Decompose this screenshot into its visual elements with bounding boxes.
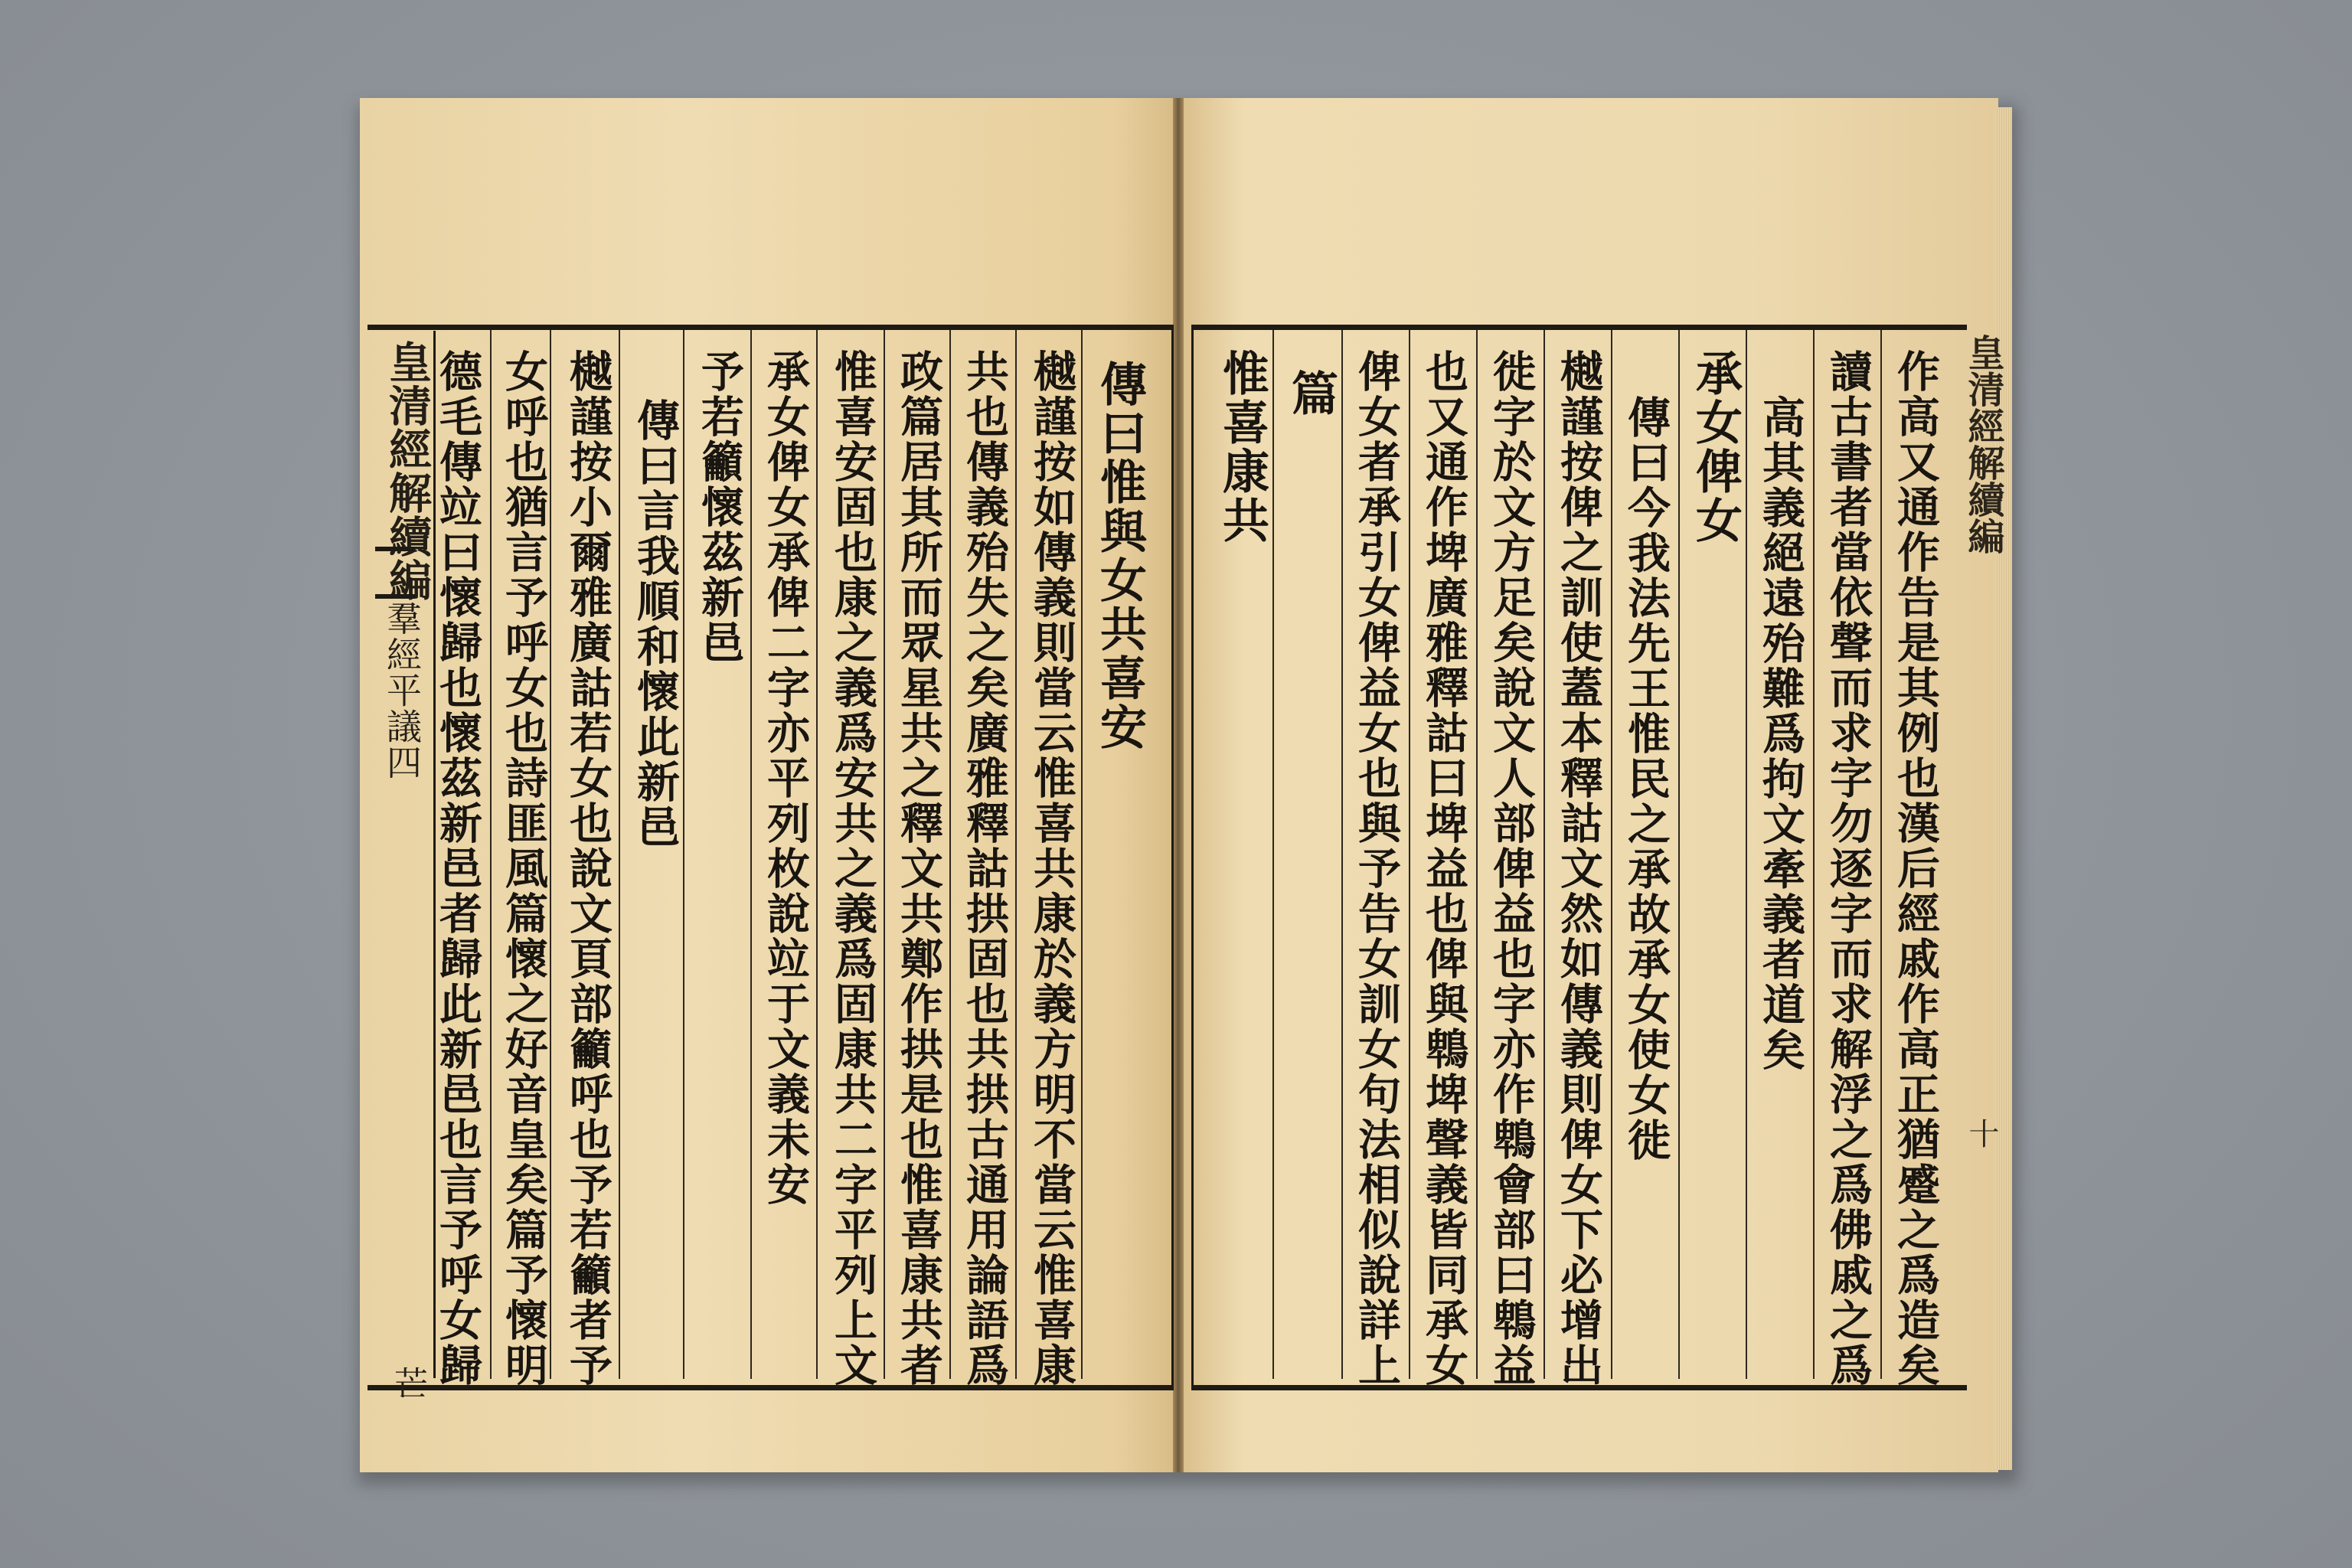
- column-rule: [1678, 330, 1680, 1379]
- text-column: 也又通作埤廣雅釋詁曰埤益也俾與鵯埤聲義皆同承女: [1419, 349, 1469, 1388]
- text-column: 樾謹按俾之訓使蓋本釋詁文然如傳義則俾女下必增出: [1553, 349, 1604, 1388]
- text-column: 樾謹按如傳義則當云惟喜共康於義方明不當云惟喜康: [1027, 349, 1077, 1388]
- page-edges: [1995, 107, 2012, 1470]
- text-column: 承女俾女: [1688, 349, 1743, 545]
- column-rule: [1611, 330, 1612, 1379]
- text-column: 共也傳義殆失之矣廣雅釋詁拱固也共拱古通用論語爲: [959, 349, 1010, 1388]
- column-rule: [1081, 330, 1083, 1379]
- text-column: 俾女者承引女俾益女也與予告女訓女句法相似說詳上: [1351, 349, 1402, 1388]
- section-title: 羣經平議四: [381, 600, 423, 780]
- text-column: 惟喜安固也康之義爲安共之義爲固康共二字平列上文: [828, 349, 878, 1388]
- column-rule: [619, 330, 620, 1379]
- text-column: 徙字於文方足矣說文人部俾益也字亦作鵯會部曰鵯益: [1486, 349, 1537, 1388]
- text-column: 高其義絕遠殆難爲拘文牽義者道矣: [1756, 395, 1806, 1073]
- margin-book-title: 皇清經解續編: [1962, 334, 2004, 554]
- column-rule: [1015, 330, 1017, 1379]
- column-rule: [1746, 330, 1747, 1379]
- text-column: 作高又通作告是其例也漢后經戚作高正猶蹙之爲造矣: [1890, 349, 1941, 1388]
- column-rule: [816, 330, 818, 1379]
- text-column: 傳曰惟與女共喜安: [1093, 360, 1147, 752]
- book-title: 皇清經解續編: [382, 340, 433, 602]
- column-rule: [750, 330, 752, 1379]
- text-column: 篇: [1284, 369, 1338, 418]
- column-rule: [1341, 330, 1343, 1379]
- text-column: 予若籲懷茲新邑: [694, 349, 745, 665]
- page-number: 芒: [388, 1366, 427, 1400]
- column-rule: [1813, 330, 1815, 1379]
- text-column: 女呼也猶言予呼女也詩匪風篇懷之好音皇矣篇予懷明: [498, 349, 549, 1388]
- column-rule: [1476, 330, 1478, 1379]
- text-column: 承女俾女承俾二字亦平列枚說竝于文義未安: [760, 349, 811, 1207]
- text-column: 德毛傳竝曰懷歸也懷茲新邑者歸此新邑也言予呼女歸: [433, 349, 483, 1388]
- column-rule: [949, 330, 951, 1379]
- column-rule: [1880, 330, 1882, 1379]
- column-rule: [1409, 330, 1410, 1379]
- column-rule: [1544, 330, 1545, 1379]
- text-column: 讀古書者當依聲而求字勿逐字而求解浮之爲佛戚之爲: [1823, 349, 1873, 1388]
- text-column: 政篇居其所而眾星共之釋文共鄭作拱是也惟喜康共者: [893, 349, 944, 1388]
- text-column: 樾謹按小爾雅廣詁若女也說文頁部籲呼也予若籲者予: [563, 349, 613, 1388]
- page-number-right: 十: [1964, 1118, 1999, 1148]
- book-gutter: [1173, 98, 1184, 1472]
- fish-tail-ornament: [375, 547, 415, 599]
- column-rule: [490, 330, 492, 1379]
- column-rule: [550, 330, 551, 1379]
- text-column: 傳曰今我法先王惟民之承故承女使女徙: [1621, 395, 1671, 1163]
- column-rule: [884, 330, 885, 1379]
- column-rule: [1272, 330, 1274, 1379]
- text-column: 惟喜康共: [1215, 349, 1269, 545]
- left-banner: [360, 331, 436, 1400]
- text-column: 傳曰言我順和懷此新邑: [630, 398, 681, 850]
- column-rule: [683, 330, 684, 1379]
